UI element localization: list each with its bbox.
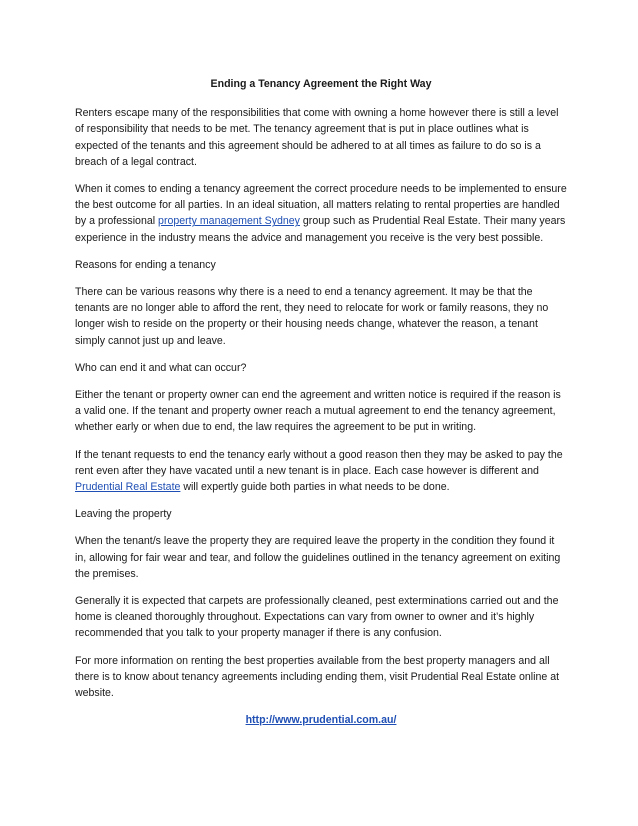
paragraph-text: If the tenant requests to end the tenancy early without a good reason then they may be asked to pay the rent even after they have vacated until a new tenant is in place. Each case however is different and [75, 448, 563, 477]
paragraph-text: When it comes to ending a tenancy agreement the correct procedure needs to be implemented to ensure the best outcome for all parties. In an ideal situation, all matters relating to rental properties are handled by a professional [75, 183, 567, 228]
paragraph-leaving: When the tenant/s leave the property they are required leave the property in the condition they found it in, allowing for fair wear and tear, and follow the guidelines outlined in the tenancy agreement on exiting the premises. [75, 535, 561, 580]
website-link[interactable]: http://www.prudential.com.au/ [245, 714, 397, 727]
paragraph-more-info: For more information on renting the best properties available from the best property managers and all there is to know about tenancy agreements including ending them, visit Prudential Real Estate online at website. [75, 654, 560, 700]
paragraph-text: will expertly guide both parties in what needs to be done. [180, 481, 450, 494]
paragraph-procedure [75, 181, 567, 246]
paragraph-text: group such as Prudential Real Estate. Their many years experience in the industry means the advice and management you receive is the very best possible. [75, 215, 566, 244]
section-heading-reasons: Reasons for ending a tenancy [75, 258, 216, 271]
paragraph-reasons: There can be various reasons why there is a need to end a tenancy agreement. It may be that the tenants are no longer able to afford the rent, they need to relocate for work or family reasons, they no longer wish to reside on the property or their housing needs change, whatever the reason, a tenant simply cannot just up and leave. [75, 286, 549, 347]
document-title: Ending a Tenancy Agreement the Right Way [210, 78, 432, 90]
section-heading-who-can-end: Who can end it and what can occur? [75, 361, 247, 374]
paragraph-cleaning: Generally it is expected that carpets are professionally cleaned, pest exterminations carried out and the home is cleaned thoroughly throughout. Expectations can vary from owner to owner and it’s highly recommended that you talk to your property manager if there is any confusion. [75, 595, 559, 640]
paragraph-early-termination [75, 447, 567, 496]
paragraph-notice: Either the tenant or property owner can end the agreement and written notice is required if the reason is a valid one. If the tenant and property owner reach a mutual agreement to end the tenancy agreement, whether early or when due to end, the law requires the agreement to be put in writing. [75, 389, 561, 434]
prudential-link[interactable]: Prudential Real Estate [75, 481, 181, 494]
document-page [75, 76, 567, 729]
property-management-link[interactable]: property management Sydney [158, 215, 300, 228]
paragraph-intro: Renters escape many of the responsibilities that come with owning a home however there is still a level of responsibility that needs to be met. The tenancy agreement that is put in place outlines what is expected of the tenants and this agreement should be adhered to at all times as failure to do so is a breach of a legal contract. [75, 107, 559, 168]
section-heading-leaving: Leaving the property [75, 508, 172, 521]
website-url [75, 712, 567, 728]
